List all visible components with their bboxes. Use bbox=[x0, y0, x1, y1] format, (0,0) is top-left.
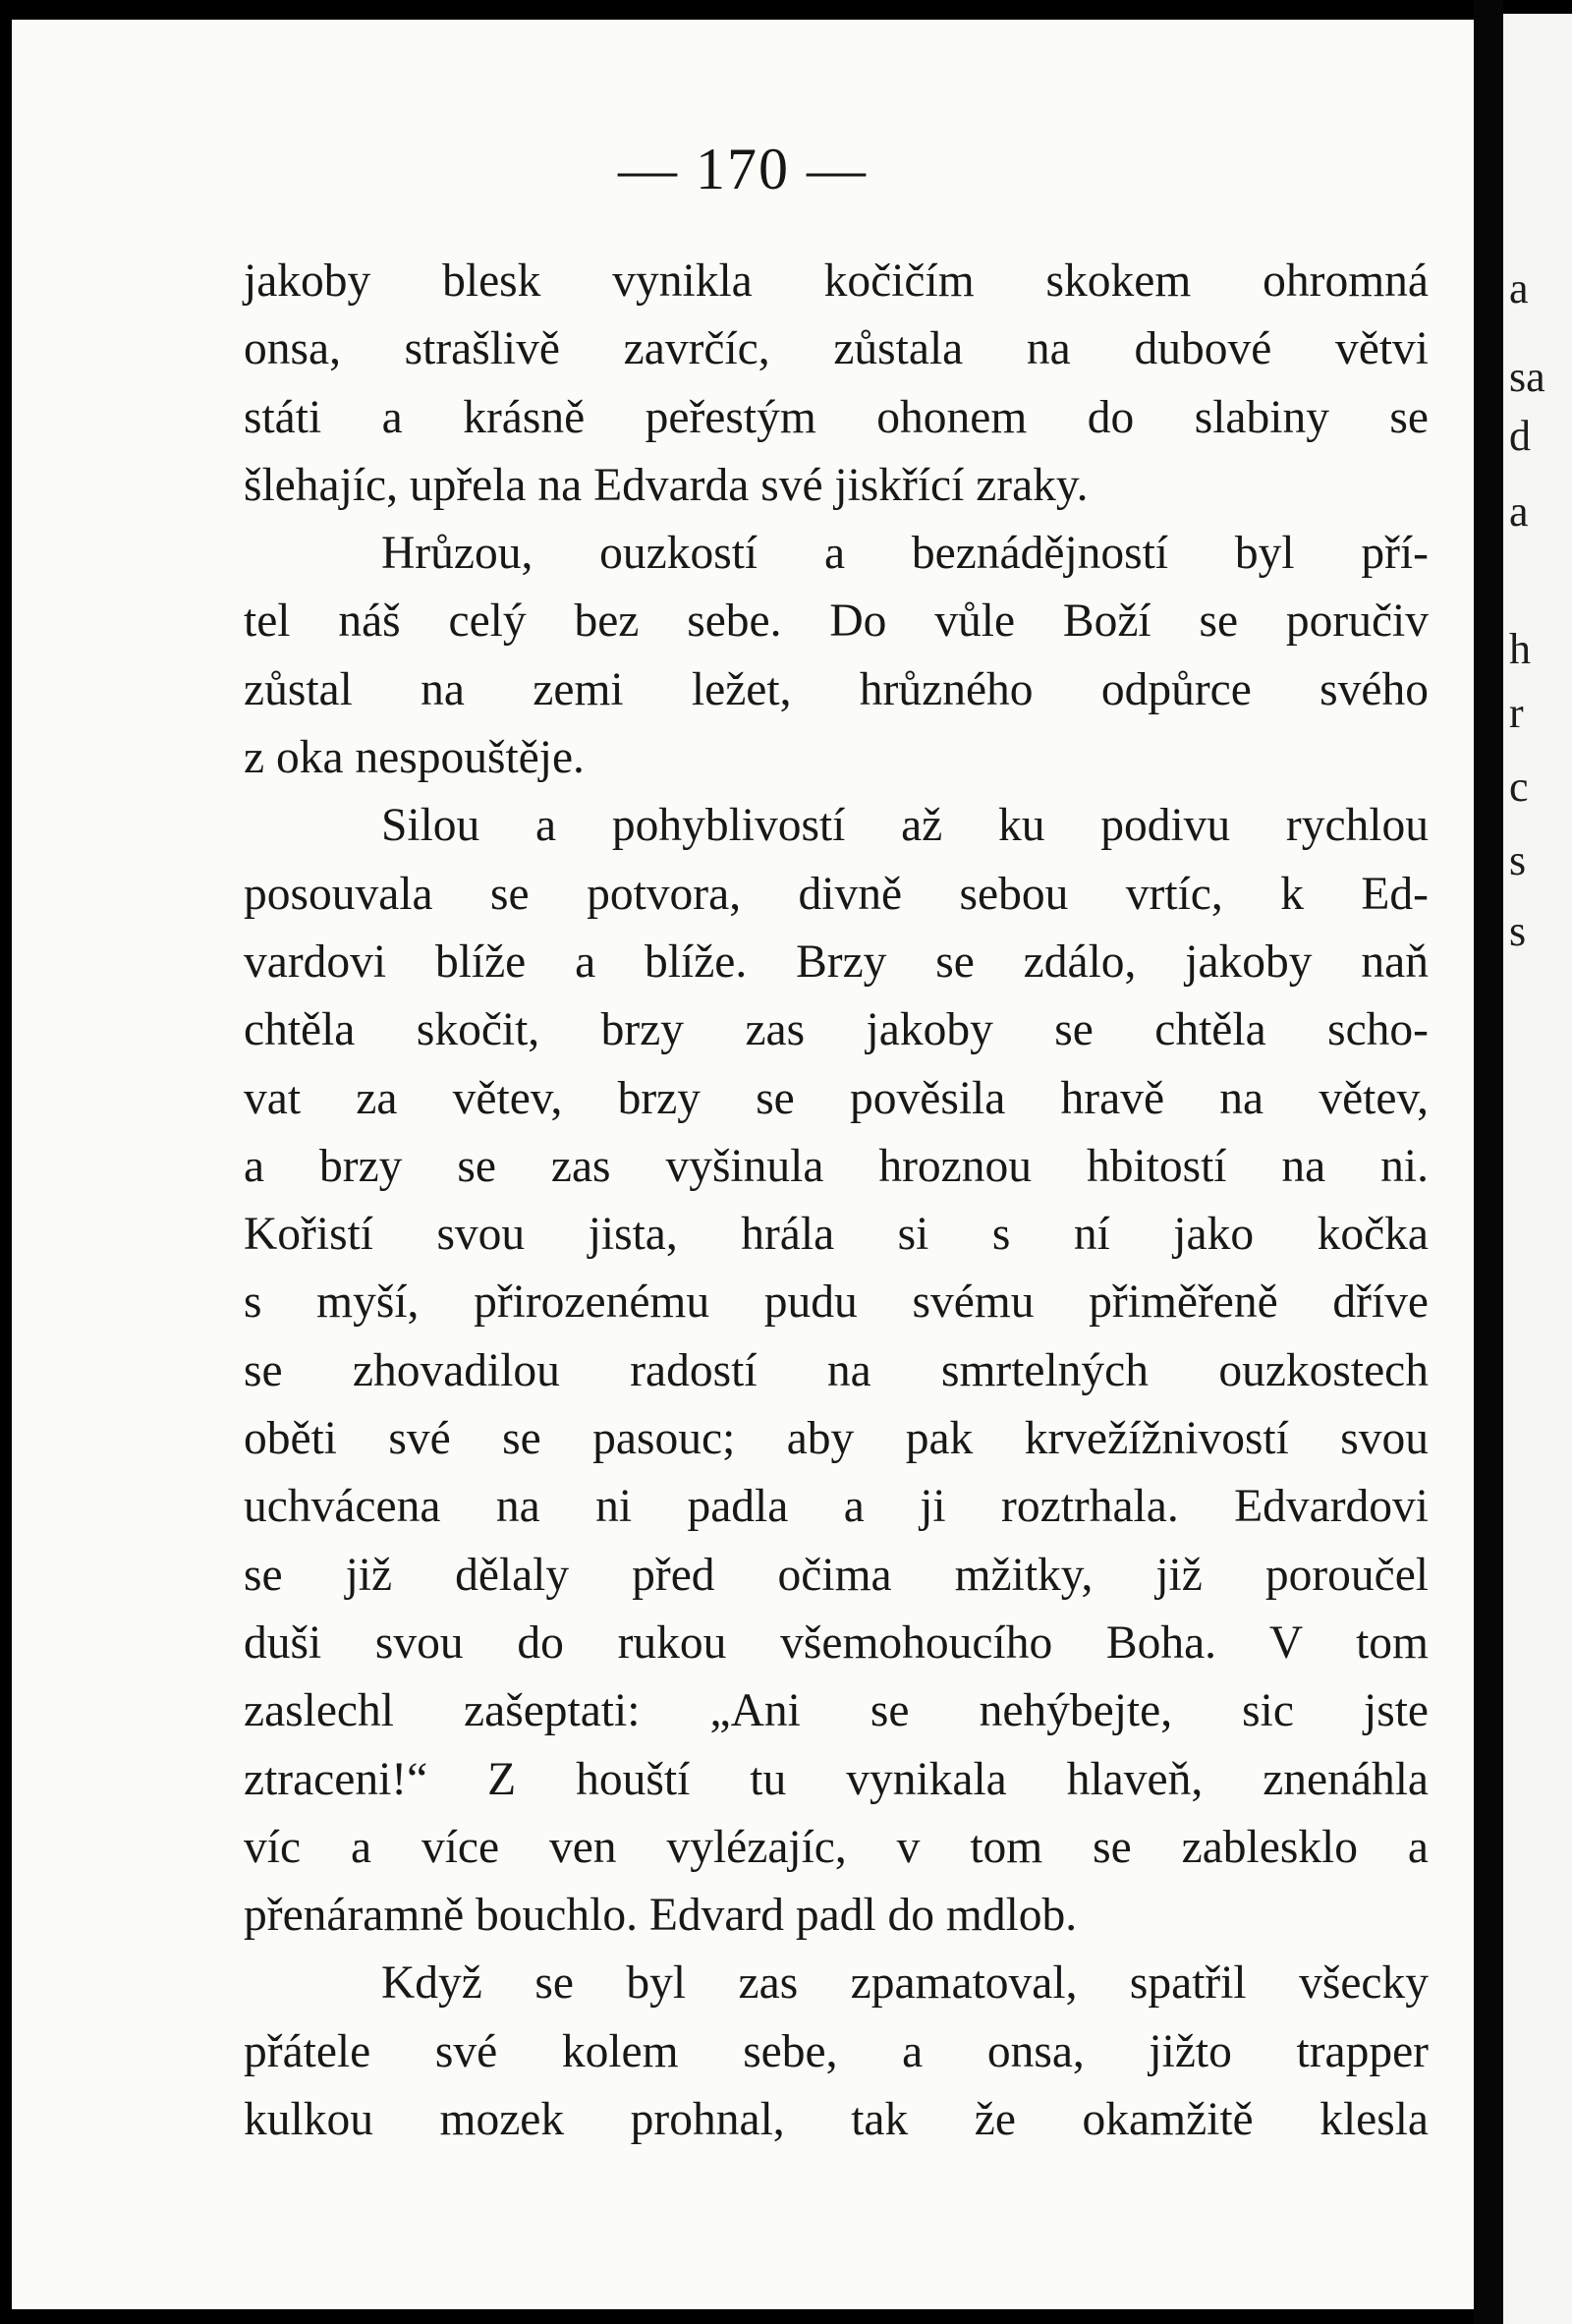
text-line: Hrůzou, ouzkostí a beznádějností byl pří- bbox=[381, 528, 1429, 580]
text-line: uchvácena na ni padla a ji roztrhala. Edvardovi bbox=[244, 1481, 1429, 1533]
book-page bbox=[12, 20, 1474, 2309]
text-line: přenáramně bouchlo. Edvard padl do mdlob. bbox=[244, 1890, 1078, 1942]
adjacent-page-fragment: a bbox=[1509, 264, 1529, 312]
text-line: z oka nespouštěje. bbox=[244, 732, 585, 784]
text-line: zaslechl zašeptati: „Ani se nehýbejte, sic jste bbox=[244, 1685, 1429, 1737]
adjacent-page-fragment: r bbox=[1509, 689, 1524, 737]
text-line: se již dělaly před očima mžitky, již poroučel bbox=[244, 1549, 1429, 1601]
text-line: oběti své se pasouc; aby pak krvežížnivostí svou bbox=[244, 1413, 1429, 1465]
text-line: se zhovadilou radostí na smrtelných ouzkostech bbox=[244, 1344, 1429, 1396]
text-line: vat za větev, brzy se pověsila hravě na větev, bbox=[244, 1072, 1429, 1124]
text-line: duši svou do rukou všemohoucího Boha. V tom bbox=[244, 1616, 1429, 1669]
text-line: šlehajíc, upřela na Edvarda své jiskřící zraky. bbox=[244, 459, 1089, 511]
text-line: kulkou mozek prohnal, tak že okamžitě klesla bbox=[244, 2094, 1429, 2146]
text-line: chtěla skočit, brzy zas jakoby se chtěla scho- bbox=[244, 1004, 1429, 1056]
body-text bbox=[244, 248, 1429, 2154]
adjacent-page-fragment: c bbox=[1509, 763, 1529, 811]
text-line: víc a více ven vylézajíc, v tom se zablesklo a bbox=[244, 1821, 1429, 1873]
text-line: zůstal na zemi ležet, hrůzného odpůrce svého bbox=[244, 663, 1429, 715]
adjacent-page-fragment: s bbox=[1509, 907, 1527, 955]
text-line: přátele své kolem sebe, a onsa, jižto trapper bbox=[244, 2025, 1429, 2077]
text-line: vardovi blíže a blíže. Brzy se zdálo, jakoby naň bbox=[244, 935, 1429, 988]
adjacent-page-fragment: d bbox=[1509, 412, 1531, 460]
text-line: Silou a pohyblivostí až ku podivu rychlou bbox=[381, 800, 1429, 852]
adjacent-page-fragment: h bbox=[1509, 625, 1531, 673]
adjacent-page-fragment: s bbox=[1509, 836, 1527, 884]
text-line: jakoby blesk vynikla kočičím skokem ohromná bbox=[244, 255, 1429, 307]
adjacent-page-edge bbox=[1503, 14, 1572, 2324]
adjacent-page-fragment: a bbox=[1509, 487, 1529, 536]
text-line: a brzy se zas vyšinula hroznou hbitostí na ni. bbox=[244, 1140, 1429, 1192]
text-line: posouvala se potvora, divně sebou vrtíc, k Ed- bbox=[244, 868, 1429, 920]
text-line: Kořistí svou jista, hrála si s ní jako kočka bbox=[244, 1209, 1429, 1261]
text-line: státi a krásně peřestým ohonem do slabiny se bbox=[244, 391, 1429, 443]
text-line: Když se byl zas zpamatoval, spatřil všecky bbox=[381, 1957, 1429, 2010]
text-line: s myší, přirozenému pudu svému přiměřeně dříve bbox=[244, 1276, 1429, 1329]
page-number: — 170 — bbox=[618, 137, 868, 201]
text-line: ztraceni!“ Z houští tu vynikala hlaveň, znenáhla bbox=[244, 1753, 1429, 1805]
text-line: tel náš celý bez sebe. Do vůle Boží se poručiv bbox=[244, 595, 1429, 648]
text-line: onsa, strašlivě zavrčíc, zůstala na dubové větvi bbox=[244, 323, 1429, 375]
adjacent-page-fragment: sa bbox=[1509, 353, 1545, 401]
book-gutter bbox=[1474, 0, 1503, 2324]
